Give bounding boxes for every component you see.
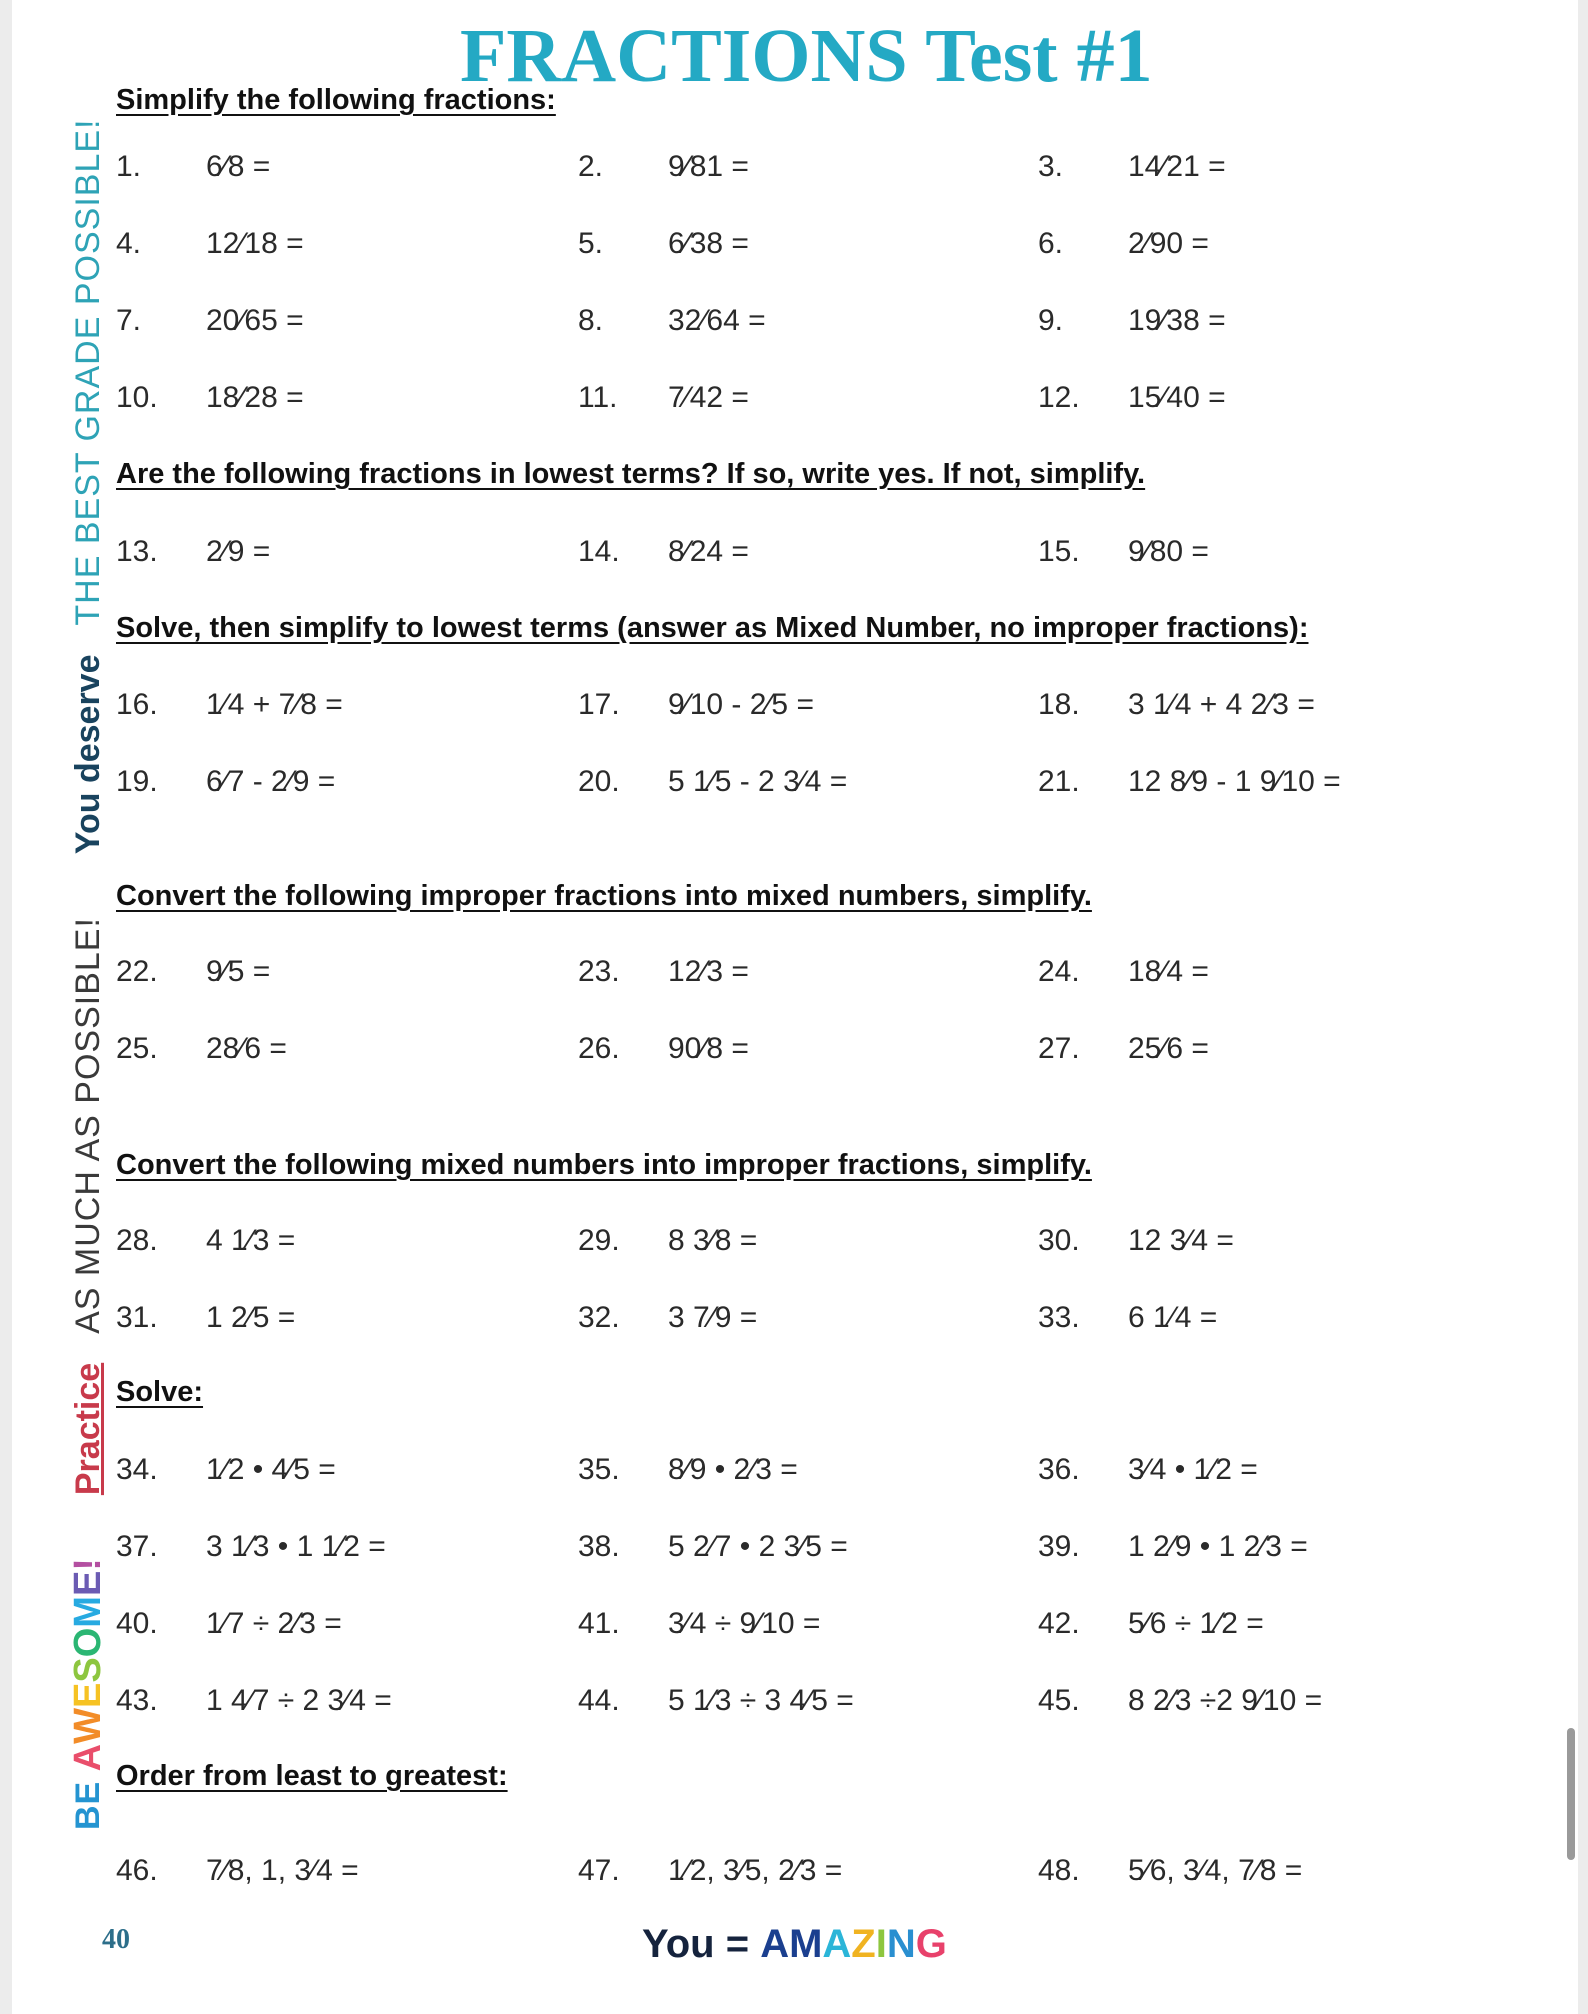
problem-expression: 12 3⁄4 = <box>1128 1224 1234 1257</box>
problem-item <box>116 145 270 189</box>
problem-number: 17. <box>578 688 620 721</box>
problem-item <box>116 950 270 994</box>
problem-item <box>1038 376 1226 420</box>
problem-item <box>1038 222 1209 266</box>
problem-item <box>1038 683 1315 727</box>
problem-expression: 18⁄4 = <box>1128 955 1209 988</box>
problem-item <box>1038 1296 1217 1340</box>
problem-number: 14. <box>578 535 620 568</box>
problem-item <box>578 950 749 994</box>
worksheet-page <box>12 0 1578 2014</box>
side-banner-be: BE <box>69 1780 107 1830</box>
problem-number: 37. <box>116 1530 158 1563</box>
problem-expression: 32⁄64 = <box>668 304 766 337</box>
problem-number: 11. <box>578 381 618 414</box>
problem-expression: 20⁄65 = <box>206 304 304 337</box>
problem-expression: 6⁄7 - 2⁄9 = <box>206 765 336 798</box>
problem-item <box>116 1219 295 1263</box>
problem-item <box>116 530 270 574</box>
problem-expression: 12⁄18 = <box>206 227 304 260</box>
problem-number: 19. <box>116 765 158 798</box>
section-heading: Solve, then simplify to lowest terms (answer as Mixed Number, no improper fractions): <box>116 612 1309 644</box>
problem-item <box>1038 760 1341 804</box>
problem-number: 39. <box>1038 1530 1080 1563</box>
problem-number: 46. <box>116 1854 158 1887</box>
problem-expression: 5 2⁄7 • 2 3⁄5 = <box>668 1530 848 1563</box>
problem-expression: 1⁄4 + 7⁄8 = <box>206 688 343 721</box>
problem-item <box>1038 1219 1234 1263</box>
awesome-letter: A <box>67 1743 109 1772</box>
amazing-letter: M <box>789 1922 823 1966</box>
problem-expression: 5⁄6 ÷ 1⁄2 = <box>1128 1607 1264 1640</box>
problem-number: 4. <box>116 227 142 260</box>
problem-expression: 12 8⁄9 - 1 9⁄10 = <box>1128 765 1341 798</box>
problem-expression: 18⁄28 = <box>206 381 304 414</box>
problem-expression: 1 2⁄5 = <box>206 1301 296 1334</box>
problem-item <box>578 683 814 727</box>
side-banner <box>66 118 110 1830</box>
problem-number: 26. <box>578 1032 620 1065</box>
problem-expression: 5⁄6, 3⁄4, 7⁄8 = <box>1128 1854 1303 1887</box>
problem-item <box>116 1027 287 1071</box>
problem-expression: 6⁄8 = <box>206 150 271 183</box>
problem-number: 7. <box>116 304 142 337</box>
problem-number: 23. <box>578 955 620 988</box>
section-heading: Convert the following improper fractions into mixed numbers, simplify. <box>116 880 1092 912</box>
problem-expression: 7⁄42 = <box>668 381 749 414</box>
section-heading: Convert the following mixed numbers into improper fractions, simplify. <box>116 1149 1092 1181</box>
awesome-letter: O <box>67 1627 109 1658</box>
problem-expression: 7⁄8, 1, 3⁄4 = <box>206 1854 359 1887</box>
amazing-letter: N <box>886 1922 916 1966</box>
problem-number: 27. <box>1038 1032 1080 1065</box>
problem-item <box>1038 1679 1322 1723</box>
problem-expression: 8 3⁄8 = <box>668 1224 758 1257</box>
problem-number: 10. <box>116 381 158 414</box>
problem-expression: 6⁄38 = <box>668 227 749 260</box>
problem-number: 9. <box>1038 304 1064 337</box>
problem-number: 41. <box>578 1607 620 1640</box>
awesome-letter: M <box>67 1596 109 1628</box>
tagline-you-equals: You = <box>642 1922 750 1966</box>
problem-expression: 19⁄38 = <box>1128 304 1226 337</box>
awesome-letter: ! <box>67 1558 109 1571</box>
page-title: FRACTIONS Test #1 <box>460 14 1153 98</box>
problem-number: 33. <box>1038 1301 1080 1334</box>
problem-number: 45. <box>1038 1684 1080 1717</box>
problem-item <box>1038 1525 1308 1569</box>
side-banner-you-deserve: You deserve <box>69 654 107 855</box>
side-banner-best-grade: THE BEST GRADE POSSIBLE! <box>69 118 107 626</box>
problem-item <box>578 376 749 420</box>
awesome-letter: E <box>67 1682 109 1708</box>
problem-number: 25. <box>116 1032 158 1065</box>
problem-item <box>116 683 343 727</box>
problem-expression: 1⁄2, 3⁄5, 2⁄3 = <box>668 1854 843 1887</box>
amazing-letter: G <box>915 1922 947 1966</box>
problem-number: 5. <box>578 227 604 260</box>
problem-number: 47. <box>578 1854 620 1887</box>
problem-item <box>116 299 304 343</box>
problem-number: 18. <box>1038 688 1080 721</box>
problem-expression: 9⁄10 - 2⁄5 = <box>668 688 814 721</box>
side-banner-as-much: AS MUCH AS POSSIBLE! <box>69 917 107 1334</box>
problem-item <box>116 222 304 266</box>
problem-number: 2. <box>578 150 604 183</box>
problem-number: 40. <box>116 1607 158 1640</box>
problem-number: 42. <box>1038 1607 1080 1640</box>
problem-number: 13. <box>116 535 158 568</box>
problem-item <box>578 1679 854 1723</box>
problem-item <box>116 1602 342 1646</box>
problem-expression: 3 7⁄9 = <box>668 1301 758 1334</box>
problem-item <box>578 222 749 266</box>
problem-expression: 6 1⁄4 = <box>1128 1301 1218 1334</box>
problem-expression: 9⁄5 = <box>206 955 271 988</box>
problem-number: 34. <box>116 1453 158 1486</box>
amazing-letter: Z <box>851 1922 876 1966</box>
problem-number: 6. <box>1038 227 1064 260</box>
problem-expression: 8 2⁄3 ÷2 9⁄10 = <box>1128 1684 1323 1717</box>
problem-number: 16. <box>116 688 158 721</box>
problem-item <box>116 760 335 804</box>
problem-expression: 9⁄81 = <box>668 150 749 183</box>
problem-item <box>578 145 749 189</box>
problem-item <box>1038 1448 1258 1492</box>
problem-number: 20. <box>578 765 620 798</box>
problem-number: 8. <box>578 304 604 337</box>
problem-item <box>578 760 847 804</box>
problem-number: 15. <box>1038 535 1080 568</box>
problem-item <box>578 299 766 343</box>
problem-number: 36. <box>1038 1453 1080 1486</box>
problem-item <box>116 376 304 420</box>
problem-number: 30. <box>1038 1224 1080 1257</box>
problem-expression: 12⁄3 = <box>668 955 749 988</box>
problem-expression: 15⁄40 = <box>1128 381 1226 414</box>
awesome-letter: E <box>67 1570 109 1597</box>
problem-expression: 28⁄6 = <box>206 1032 287 1065</box>
problem-number: 3. <box>1038 150 1064 183</box>
problem-item <box>1038 1849 1302 1893</box>
problem-expression: 1⁄7 ÷ 2⁄3 = <box>206 1607 342 1640</box>
side-banner-practice: Practice <box>69 1362 107 1496</box>
problem-number: 48. <box>1038 1854 1080 1887</box>
problem-number: 29. <box>578 1224 620 1257</box>
problem-item <box>116 1296 295 1340</box>
problem-number: 1. <box>116 150 142 183</box>
page-number: 40 <box>102 1924 130 1955</box>
footer-tagline <box>642 1922 947 1967</box>
awesome-letter: W <box>67 1707 109 1744</box>
problem-expression: 1⁄2 • 4⁄5 = <box>206 1453 336 1486</box>
problem-number: 38. <box>578 1530 620 1563</box>
problem-expression: 25⁄6 = <box>1128 1032 1209 1065</box>
problem-number: 28. <box>116 1224 158 1257</box>
problem-expression: 2⁄90 = <box>1128 227 1209 260</box>
problem-number: 35. <box>578 1453 620 1486</box>
problem-expression: 1 4⁄7 ÷ 2 3⁄4 = <box>206 1684 392 1717</box>
problem-expression: 1 2⁄9 • 1 2⁄3 = <box>1128 1530 1308 1563</box>
vertical-scrollbar[interactable] <box>1567 1728 1575 1860</box>
problem-expression: 2⁄9 = <box>206 535 271 568</box>
problem-number: 24. <box>1038 955 1080 988</box>
tagline-amazing <box>760 1922 947 1966</box>
problem-item <box>116 1679 392 1723</box>
problem-expression: 90⁄8 = <box>668 1032 749 1065</box>
problem-item <box>578 1525 848 1569</box>
problem-expression: 3 1⁄4 + 4 2⁄3 = <box>1128 688 1315 721</box>
amazing-letter: A <box>760 1922 790 1966</box>
problem-item <box>578 1296 757 1340</box>
problem-expression: 14⁄21 = <box>1128 150 1226 183</box>
problem-item <box>578 1849 842 1893</box>
section-heading: Simplify the following fractions: <box>116 84 556 116</box>
problem-number: 31. <box>116 1301 158 1334</box>
problem-item <box>578 530 749 574</box>
problem-expression: 5 1⁄3 ÷ 3 4⁄5 = <box>668 1684 854 1717</box>
problem-item <box>1038 1602 1264 1646</box>
problem-expression: 3⁄4 • 1⁄2 = <box>1128 1453 1258 1486</box>
problem-number: 12. <box>1038 381 1080 414</box>
problem-item <box>1038 530 1209 574</box>
problem-item <box>1038 950 1209 994</box>
problem-item <box>116 1849 359 1893</box>
problem-number: 44. <box>578 1684 620 1717</box>
awesome-letter: S <box>67 1657 109 1683</box>
problem-item <box>1038 299 1226 343</box>
problem-number: 43. <box>116 1684 158 1717</box>
problem-expression: 3⁄4 ÷ 9⁄10 = <box>668 1607 821 1640</box>
problem-expression: 4 1⁄3 = <box>206 1224 296 1257</box>
problem-expression: 3 1⁄3 • 1 1⁄2 = <box>206 1530 386 1563</box>
problem-expression: 8⁄9 • 2⁄3 = <box>668 1453 798 1486</box>
section-heading: Solve: <box>116 1376 204 1408</box>
problem-item <box>578 1219 757 1263</box>
amazing-letter: I <box>875 1922 887 1966</box>
problem-number: 32. <box>578 1301 620 1334</box>
problem-item <box>1038 145 1226 189</box>
problem-item <box>578 1027 749 1071</box>
problem-item <box>116 1525 386 1569</box>
problem-expression: 8⁄24 = <box>668 535 749 568</box>
section-heading: Are the following fractions in lowest terms? If so, write yes. If not, simplify. <box>116 458 1146 490</box>
problem-item <box>116 1448 336 1492</box>
problem-item <box>578 1602 820 1646</box>
problem-expression: 5 1⁄5 - 2 3⁄4 = <box>668 765 848 798</box>
side-banner-awesome <box>66 1558 110 1771</box>
problem-item <box>1038 1027 1209 1071</box>
problem-number: 22. <box>116 955 158 988</box>
section-heading: Order from least to greatest: <box>116 1760 508 1792</box>
amazing-letter: A <box>822 1922 852 1966</box>
problem-expression: 9⁄80 = <box>1128 535 1209 568</box>
problem-number: 21. <box>1038 765 1080 798</box>
problem-item <box>578 1448 798 1492</box>
